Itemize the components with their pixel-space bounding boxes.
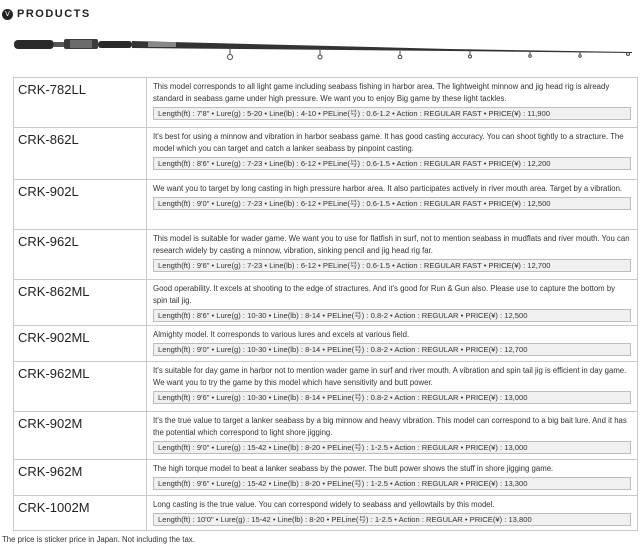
model-name: CRK-862ML [14, 280, 147, 325]
product-description: Good operability. It excels at shooting to the edge of stractures. And it's good for Run & Gun also. Please use to capture the bottom by spin tail jig. [153, 284, 616, 305]
product-details [147, 362, 637, 411]
section-header [2, 6, 91, 22]
model-name: CRK-782LL [14, 78, 147, 127]
product-table [13, 77, 638, 531]
table-row [13, 77, 638, 127]
model-name: CRK-862L [14, 128, 147, 179]
table-row [13, 325, 638, 361]
table-row [13, 179, 638, 229]
product-spec: Length(ft) : 9'0" • Lure(g) : 10-30 • Line(lb) : 8-14 • PELine(号) : 0.8-2 • Action : REGULAR • PRICE(¥) : 12,700 [153, 343, 631, 356]
table-row [13, 459, 638, 495]
model-name: CRK-902L [14, 180, 147, 229]
model-name: CRK-962M [14, 460, 147, 495]
product-description: It's best for using a minnow and vibration in harbor seabass game. It has good casting accuracy. You can shoot tightly to a stracture. The model which you can target and catch a lanker seabass by pinpoint casting. [153, 132, 624, 153]
product-details [147, 230, 637, 279]
product-spec: Length(ft) : 7'8" • Lure(g) : 5-20 • Line(lb) : 4-10 • PELine(号) : 0.6-1.2 • Action : REGULAR FAST • PRICE(¥) : 11,900 [153, 107, 631, 120]
model-name: CRK-962L [14, 230, 147, 279]
product-details [147, 280, 637, 325]
product-details [147, 128, 637, 179]
table-row [13, 411, 638, 459]
product-details [147, 460, 637, 495]
product-spec: Length(ft) : 10'0" • Lure(g) : 15-42 • Line(lb) : 8-20 • PELine(号) : 1-2.5 • Action : REGULAR • PRICE(¥) : 13,800 [153, 513, 631, 526]
product-spec: Length(ft) : 8'6" • Lure(g) : 10-30 • Line(lb) : 8-14 • PELine(号) : 0.8-2 • Action : REGULAR • PRICE(¥) : 12,500 [153, 309, 631, 322]
product-spec: Length(ft) : 8'6" • Lure(g) : 7-23 • Line(lb) : 6-12 • PELine(号) : 0.6-1.5 • Action : REGULAR FAST • PRICE(¥) : 12,200 [153, 157, 631, 170]
fishing-rod-image [0, 24, 640, 74]
table-row [13, 279, 638, 325]
price-footnote: The price is sticker price in Japan. Not including the tax. [2, 535, 195, 544]
product-description: We want you to target by long casting in high pressure harbor area. It also participates actively in river mouth area. Target by a vibration. [153, 184, 623, 193]
model-name: CRK-1002M [14, 496, 147, 530]
model-name: CRK-902ML [14, 326, 147, 361]
product-description: This model is suitable for wader game. We want you to use for flatfish in surf, not to mention seabass in mudflats and river mouth. You can research widely by casting a minnow, vibration, sinking pencil and jig head rig far. [153, 234, 630, 255]
product-description: Almighty model. It corresponds to various lures and excels at various field. [153, 330, 410, 339]
product-spec: Length(ft) : 9'6" • Lure(g) : 10-30 • Line(lb) : 8-14 • PELine(号) : 0.8-2 • Action : REGULAR • PRICE(¥) : 13,000 [153, 391, 631, 404]
table-row [13, 127, 638, 179]
product-details [147, 412, 637, 459]
product-spec: Length(ft) : 9'0" • Lure(g) : 7-23 • Line(lb) : 6-12 • PELine(号) : 0.6-1.5 • Action : REGULAR FAST • PRICE(¥) : 12,500 [153, 197, 631, 210]
model-name: CRK-962ML [14, 362, 147, 411]
product-description: Long casting is the true value. You can correspond widely to seabass and yellowtails by this model. [153, 500, 495, 509]
product-spec: Length(ft) : 9'6" • Lure(g) : 7-23 • Line(lb) : 6-12 • PELine(号) : 0.6-1.5 • Action : REGULAR FAST • PRICE(¥) : 12,700 [153, 259, 631, 272]
product-description: It's the true value to target a lanker seabass by a big minnow and heavy vibration. This model can correspond to a big bait lure. And it has the potential which correspond to light shore jigging. [153, 416, 627, 437]
product-details [147, 180, 637, 229]
product-spec: Length(ft) : 9'0" • Lure(g) : 15-42 • Line(lb) : 8-20 • PELine(号) : 1-2.5 • Action : REGULAR • PRICE(¥) : 13,000 [153, 441, 631, 454]
product-description: This model corresponds to all light game including seabass fishing in harbor area. The lightweight minnow and jig head rig is already standard in seabass game under high pressure. We want you to enjoy Big game by these light tackles. [153, 82, 610, 103]
product-details [147, 496, 637, 530]
product-spec: Length(ft) : 9'6" • Lure(g) : 15-42 • Line(lb) : 8-20 • PELine(号) : 1-2.5 • Action : REGULAR • PRICE(¥) : 13,300 [153, 477, 631, 490]
table-row [13, 229, 638, 279]
product-details [147, 326, 637, 361]
v-circle-icon: V [2, 9, 13, 20]
table-row [13, 361, 638, 411]
product-details [147, 78, 637, 127]
product-description: The high torque model to beat a lanker seabass by the power. The butt power shows the stuff in shore jigging game. [153, 464, 554, 473]
section-title: PRODUCTS [17, 8, 91, 20]
model-name: CRK-902M [14, 412, 147, 459]
product-description: It's suitable for day game in harbor not to mention wader game in surf and river mouth. A vibration and spin tail jig is efficient in day game. We want you to try the game by this model which have sensitivity and butt power. [153, 366, 627, 387]
table-row [13, 495, 638, 531]
